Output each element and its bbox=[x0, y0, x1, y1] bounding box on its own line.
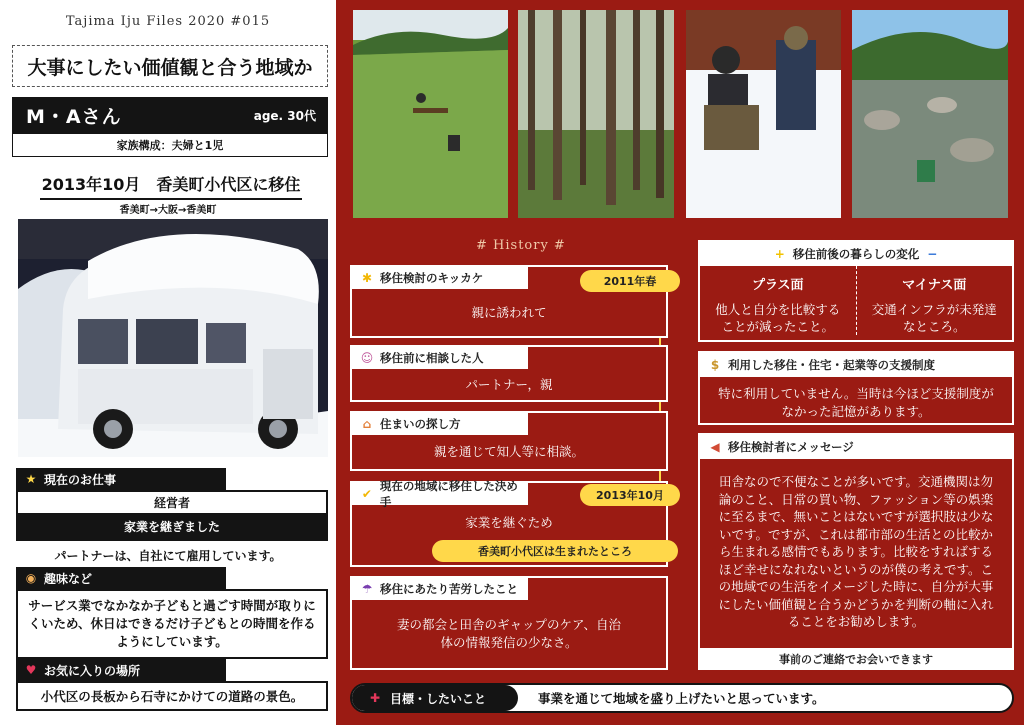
history-body-1: 親に誘われて bbox=[471, 304, 547, 320]
date-badge-2: 2013年10月 bbox=[580, 484, 680, 506]
date-badge-1: 2011年春 bbox=[580, 270, 680, 292]
minus-title: マイナス面 bbox=[902, 278, 967, 293]
plus-text: 他人と自分を比較することが減ったこと。 bbox=[715, 302, 841, 334]
job-box bbox=[16, 490, 328, 541]
pin-icon: ✚ bbox=[369, 691, 381, 705]
change-head: 移住前後の暮らしの変化 bbox=[792, 247, 920, 261]
plus-side bbox=[700, 266, 857, 335]
goal-label: 目標・したいこと bbox=[390, 691, 487, 706]
series-title: Tajima Iju Files 2020 #015 bbox=[65, 14, 271, 29]
job-description: 家業を継ぎました bbox=[18, 514, 326, 539]
thumbs-up-icon: ✔ bbox=[361, 487, 372, 501]
history-head-2: 移住前に相談した人 bbox=[380, 351, 484, 365]
history-body-5: 妻の都会と田舎のギャップのケア、自治体の情報発信の少なさ。 bbox=[396, 617, 621, 650]
history-head-3: 住まいの探し方 bbox=[380, 417, 461, 431]
favorite-label: お気に入りの場所 bbox=[44, 663, 141, 678]
person-icon: ☺ bbox=[360, 351, 374, 365]
snowy-van-photo bbox=[18, 219, 328, 457]
partner-note: パートナーは、自社にて雇用しています。 bbox=[54, 549, 282, 563]
forest-photo bbox=[518, 10, 674, 218]
hobby-text: サービス業でなかなか子どもと過ごす時間が取りにくいため、休日はできるだけ子どもとの時間を作るようにしています。 bbox=[28, 598, 316, 649]
lightbulb-icon: ✱ bbox=[361, 271, 373, 285]
meadow-photo bbox=[353, 10, 508, 218]
house-icon: ⌂ bbox=[362, 417, 372, 431]
snow-play-photo bbox=[686, 10, 841, 218]
name-bar bbox=[12, 97, 328, 133]
change-card bbox=[698, 240, 1014, 342]
profile-column bbox=[0, 0, 336, 725]
person-name: M・Aさん bbox=[26, 105, 122, 128]
history-card-hardship bbox=[350, 576, 668, 670]
job-label: 現在のお仕事 bbox=[44, 472, 117, 487]
hobby-box bbox=[16, 589, 328, 659]
family-structure: 家族構成：夫婦と1児 bbox=[12, 133, 328, 157]
goal-bar bbox=[350, 683, 1014, 713]
history-head-5: 移住にあたり苦労したこと bbox=[380, 582, 518, 596]
plus-title: プラス面 bbox=[751, 278, 804, 293]
history-card-consulted bbox=[350, 345, 668, 402]
palette-icon: ◉ bbox=[25, 571, 37, 585]
history-head-1: 移住検討のキッカケ bbox=[380, 271, 484, 285]
history-head-4: 現在の地域に移住した決め手 bbox=[379, 479, 518, 509]
contact-note: 事前のご連絡でお会いできます bbox=[700, 648, 1012, 670]
minus-text: 交通インフラが未発達なところ。 bbox=[871, 302, 997, 334]
move-title: 2013年10月 香美町小代区に移住 bbox=[40, 172, 302, 200]
history-body-3: 親を通じて知人等に相談。 bbox=[433, 444, 584, 459]
theme-headline: 大事にしたい価値観と合う地域か bbox=[12, 45, 328, 87]
hobby-section-header bbox=[16, 567, 328, 589]
megaphone-icon: ◀ bbox=[710, 440, 720, 454]
star-icon: ★ bbox=[25, 472, 37, 486]
heart-icon: ♥ bbox=[25, 663, 37, 677]
money-bag-icon: $ bbox=[710, 358, 720, 372]
support-text: 特に利用していません。当時は今ほど支援制度がなかった記憶があります。 bbox=[718, 386, 994, 419]
favorite-section-header bbox=[16, 659, 328, 681]
history-body-4: 家業を継ぐため bbox=[465, 515, 553, 530]
message-card bbox=[698, 433, 1014, 670]
history-title: # History # bbox=[476, 238, 566, 253]
favorite-text: 小代区の長板から石寺にかけての道路の景色。 bbox=[40, 689, 304, 704]
plus-icon: + bbox=[774, 247, 785, 261]
job-name: 経営者 bbox=[18, 492, 326, 514]
support-head: 利用した移住・住宅・起業等の支援制度 bbox=[728, 358, 935, 372]
job-section-header bbox=[16, 468, 328, 490]
message-head: 移住検討者にメッセージ bbox=[728, 440, 854, 454]
minus-icon: − bbox=[927, 247, 938, 261]
message-text: 田舎なので不便なことが多いです。交通機関は勿論のこと、日常の買い物、ファッション等の娯楽に至るまで、無いことはないですが選択肢は少ないです。ですが、これは都市部の生活との比較から生まれる感情でもあります。比較をすればするほど幸せになれないというのが僕の考えです。この地域での生活をイメージした時に、自分が大事にしたい価値観と合うかどうかを判断の軸に入れることをお勧めします。 bbox=[718, 474, 994, 629]
umbrella-icon: ☂ bbox=[361, 582, 373, 596]
birthplace-note: 香美町小代区は生まれたところ bbox=[432, 540, 678, 562]
move-route: 香美町→大阪→香美町 bbox=[119, 205, 217, 216]
favorite-box bbox=[16, 681, 328, 711]
hobby-label: 趣味など bbox=[44, 571, 93, 586]
history-panel bbox=[336, 0, 1024, 725]
river-photo bbox=[852, 10, 1008, 218]
minus-side bbox=[857, 266, 1013, 335]
goal-text: 事業を通じて地域を盛り上げたいと思っています。 bbox=[538, 691, 825, 706]
history-card-housing bbox=[350, 411, 668, 471]
support-card bbox=[698, 351, 1014, 425]
person-age: age. 30代 bbox=[253, 108, 316, 123]
history-body-2: パートナー，親 bbox=[465, 376, 553, 392]
